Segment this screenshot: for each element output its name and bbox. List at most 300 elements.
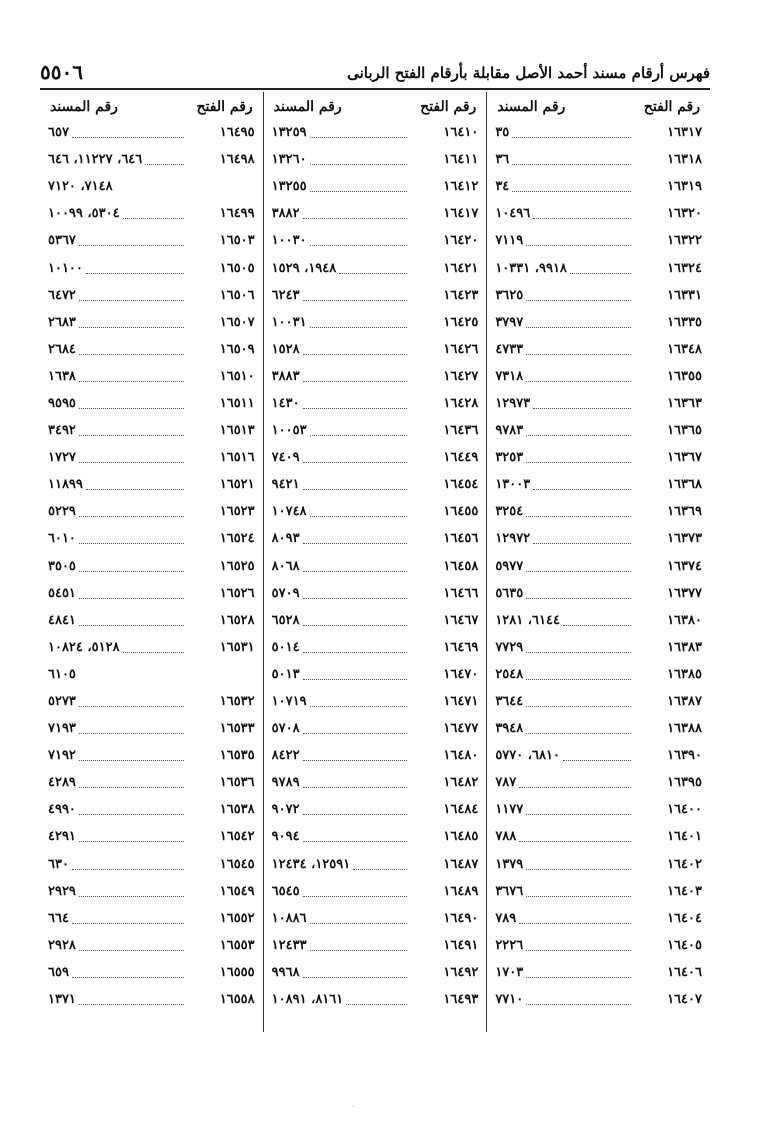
index-row — [40, 796, 263, 823]
musnad-number: ١٦٤١٧ — [443, 206, 479, 222]
index-row — [264, 959, 487, 986]
fath-number: ٣٦ — [495, 152, 510, 168]
musnad-number: ١٦٣٤٨ — [667, 341, 702, 357]
index-row — [264, 227, 487, 254]
fath-number: ١٣٧٩ — [495, 856, 524, 872]
fath-number: ٩٩٦٨ — [271, 964, 300, 980]
leader-dots — [123, 208, 184, 219]
musnad-number: ١٦٤٢٧ — [443, 368, 479, 384]
musnad-number: ١٦٣٣١ — [667, 287, 702, 303]
leader-dots — [526, 506, 631, 517]
index-row — [487, 986, 710, 1013]
index-row — [40, 363, 263, 390]
leader-dots — [310, 506, 408, 517]
fath-number: ٥٠١٤ — [271, 639, 300, 655]
musnad-number: ١٦٤٨٩ — [443, 883, 479, 899]
fath-number: ٧١٩٢ — [47, 748, 76, 764]
fath-number: ٩٤٢١ — [271, 477, 300, 493]
index-row — [40, 851, 263, 878]
fath-number: ٩٠٩٤ — [271, 829, 300, 845]
leader-dots — [79, 235, 184, 246]
leader-dots — [526, 804, 631, 815]
index-row — [487, 769, 710, 796]
musnad-number: ١٦٣٨٣ — [667, 639, 702, 655]
musnad-number: ١٦٥٣٣ — [219, 721, 255, 737]
index-row — [264, 823, 487, 850]
fath-number: ١٣٧١ — [47, 992, 76, 1008]
fath-number: ٣٥ — [495, 125, 510, 141]
fath-number: ٤٧٣٣ — [495, 341, 524, 357]
column-3 — [40, 92, 264, 1032]
musnad-number: ١٦٤٢٦ — [443, 341, 479, 357]
fath-number: ٩٩١٨، ١٠٣٣١ — [495, 260, 567, 276]
musnad-number: ١٦٣٨٨ — [667, 721, 702, 737]
fath-number: ٣٤ — [495, 179, 510, 195]
fath-number: ٦٣٠ — [47, 856, 69, 872]
musnad-number: ١٦٣٦٥ — [667, 423, 702, 439]
leader-dots — [526, 723, 631, 734]
fath-number: ٣٩٤٨ — [495, 721, 524, 737]
index-row — [40, 986, 263, 1013]
musnad-number: ١٦٥١١ — [219, 395, 255, 411]
leader-dots — [353, 859, 407, 870]
fath-number: ٥٠١٣ — [271, 666, 300, 682]
index-row — [40, 444, 263, 471]
index-row — [264, 282, 487, 309]
musnad-number: ١٦٤٦٩ — [443, 639, 479, 655]
musnad-number: ١٦٤٨٥ — [443, 829, 479, 845]
fath-number: ٢٩٢٨ — [47, 937, 76, 953]
leader-dots — [79, 723, 184, 734]
fath-number: ٣٨٨٢ — [271, 206, 300, 222]
musnad-number: ١٦٣٢٠ — [667, 206, 702, 222]
musnad-number: ١٦٤٦٦ — [443, 585, 479, 601]
musnad-number: ١٦٤٩٢ — [443, 964, 479, 980]
leader-dots — [303, 344, 408, 355]
musnad-number: ١٦٤٠٢ — [667, 856, 702, 872]
index-row — [264, 309, 487, 336]
index-row — [40, 959, 263, 986]
musnad-number: ١٦٤٨٢ — [443, 775, 479, 791]
index-row — [40, 146, 263, 173]
leader-dots — [79, 994, 184, 1005]
fath-number: ٧٨٧ — [495, 775, 517, 791]
index-row — [264, 905, 487, 932]
index-row — [487, 634, 710, 661]
fath-number: ٣٧٩٧ — [495, 314, 524, 330]
index-row — [264, 769, 487, 796]
index-row — [264, 390, 487, 417]
musnad-number: ١٦٤٩١ — [443, 937, 479, 953]
index-row — [487, 173, 710, 200]
musnad-number: ١٦٤٢٣ — [443, 287, 479, 303]
musnad-number: ١٦٣٥٥ — [667, 368, 702, 384]
index-row — [40, 309, 263, 336]
index-row — [264, 634, 487, 661]
musnad-number: ١٦٥٤٢ — [219, 829, 255, 845]
column-header — [487, 92, 710, 122]
index-row — [264, 878, 487, 905]
leader-dots — [79, 506, 184, 517]
leader-dots — [526, 994, 631, 1005]
musnad-number: ١٦٤١٢ — [443, 179, 479, 195]
musnad-number: ١٦٣١٨ — [667, 152, 702, 168]
header-musnad: رقم المسند — [273, 99, 342, 115]
fath-number: ٣٦٧٦ — [495, 883, 524, 899]
musnad-number: ١٦٣٩٥ — [667, 775, 702, 791]
musnad-number: ١٦٤٩٨ — [219, 152, 255, 168]
index-row — [40, 498, 263, 525]
fath-number: ١٣٢٥٩ — [271, 125, 307, 141]
header-musnad: رقم المسند — [49, 99, 118, 115]
fath-number: ٧١٩٣ — [47, 721, 76, 737]
musnad-number: ١٦٥٠٦ — [219, 287, 255, 303]
leader-dots — [526, 886, 631, 897]
leader-dots — [526, 940, 631, 951]
fath-number: ١٠١٠٠ — [47, 260, 83, 276]
index-row — [264, 173, 487, 200]
fath-number: ٦٤٦، ١١٢٢٧، ٦٤٦ — [47, 152, 143, 168]
fath-number: ١٥٢٨ — [271, 341, 300, 357]
running-title: فهرس أرقام مسند أحمد الأصل مقابلة بأرقام الفتح الربانى — [347, 64, 710, 82]
leader-dots — [512, 181, 631, 192]
leader-dots — [79, 886, 184, 897]
column-rows — [264, 119, 487, 1013]
column-header — [264, 92, 487, 122]
index-row — [487, 200, 710, 227]
musnad-number: ١٦٤٣٦ — [443, 423, 479, 439]
leader-dots — [303, 452, 408, 463]
index-row — [264, 444, 487, 471]
fath-number: ١٠٠٣٠ — [271, 233, 307, 249]
index-row — [487, 688, 710, 715]
index-row — [264, 688, 487, 715]
leader-dots — [310, 127, 408, 138]
fath-number: ٢٩٢٩ — [47, 883, 76, 899]
leader-dots — [512, 154, 631, 165]
index-row — [264, 498, 487, 525]
leader-dots — [303, 290, 408, 301]
leader-dots — [519, 913, 631, 924]
leader-dots — [79, 317, 184, 328]
leader-dots — [519, 831, 631, 842]
fath-number: ٥٢٢٩ — [47, 504, 76, 520]
fath-number: ٩٠٧٢ — [271, 802, 300, 818]
leader-dots — [86, 479, 184, 490]
musnad-number: ١٦٤٨٤ — [443, 802, 479, 818]
index-row — [487, 715, 710, 742]
index-row — [40, 715, 263, 742]
index-row — [40, 553, 263, 580]
leader-dots — [123, 642, 184, 653]
fath-number: ١٠٧١٩ — [271, 694, 307, 710]
musnad-number: ١٦٤٨٠ — [443, 748, 479, 764]
leader-dots — [303, 615, 408, 626]
index-row — [264, 119, 487, 146]
index-row — [487, 796, 710, 823]
index-row — [40, 742, 263, 769]
fath-number: ١٠٧٤٨ — [271, 504, 307, 520]
index-columns — [40, 92, 710, 1032]
musnad-number: ١٦٣٨٧ — [667, 694, 702, 710]
musnad-number: ١٦٣١٩ — [667, 179, 702, 195]
musnad-number: ١٦٤٧٧ — [443, 721, 479, 737]
musnad-number: ١٦٥٠٧ — [219, 314, 255, 330]
index-row — [264, 525, 487, 552]
index-row — [264, 986, 487, 1013]
leader-dots — [526, 235, 631, 246]
index-row — [487, 878, 710, 905]
index-row — [487, 525, 710, 552]
index-row — [264, 254, 487, 281]
musnad-number: ١٦٣٦٣ — [667, 395, 702, 411]
leader-dots — [79, 425, 184, 436]
leader-dots — [310, 696, 408, 707]
musnad-number: ١٦٤٢١ — [443, 260, 479, 276]
fath-number: ٢٢٢٦ — [495, 937, 524, 953]
musnad-number: ١٦٤٠٧ — [667, 992, 702, 1008]
fath-number: ١٢٤٣٣ — [271, 937, 307, 953]
fath-number: ٨٠٦٨ — [271, 558, 300, 574]
fath-number: ٦٠١٠ — [47, 531, 76, 547]
fath-number: ٦٥٧ — [47, 125, 69, 141]
fath-number: ٥٧٠٨ — [271, 721, 300, 737]
leader-dots — [79, 615, 184, 626]
leader-dots — [526, 561, 631, 572]
leader-dots — [563, 750, 631, 761]
musnad-number: ١٦٤٢٥ — [443, 314, 479, 330]
fath-number: ٧١٤٨، ٧١٢٠ — [47, 179, 113, 195]
leader-dots — [79, 398, 184, 409]
index-row — [264, 146, 487, 173]
leader-dots — [310, 425, 408, 436]
leader-dots — [79, 344, 184, 355]
musnad-number: ١٦٤٢٠ — [443, 233, 479, 249]
page-number: ٥٥٠٦ — [40, 60, 83, 84]
fath-number: ١٠٨٨٦ — [271, 910, 307, 926]
fath-number: ٥٣٦٧ — [47, 233, 76, 249]
fath-number: ١١٨٩٩ — [47, 477, 83, 493]
index-row — [487, 905, 710, 932]
leader-dots — [79, 561, 184, 572]
fath-number: ١٩٤٨، ١٥٢٩ — [271, 260, 337, 276]
fath-number: ٩٧٨٣ — [495, 423, 524, 439]
index-row — [40, 580, 263, 607]
musnad-number: ١٦٥١٦ — [219, 450, 255, 466]
fath-number: ٧٣١٨ — [495, 368, 524, 384]
musnad-number: ١٦٤٥٦ — [443, 531, 479, 547]
leader-dots — [303, 750, 408, 761]
leader-dots — [79, 588, 184, 599]
musnad-number: ١٦٤٥٤ — [443, 477, 479, 493]
leader-dots — [72, 859, 184, 870]
index-row — [40, 390, 263, 417]
fath-number: ١٢٥٩١، ١٢٤٣٤ — [271, 856, 351, 872]
fath-number: ٥١٢٨، ١٠٨٢٤ — [47, 639, 120, 655]
musnad-number: ١٦٤٩٠ — [443, 910, 479, 926]
leader-dots — [570, 263, 631, 274]
index-row — [487, 932, 710, 959]
index-row — [264, 200, 487, 227]
fath-number: ٧٨٨ — [495, 829, 517, 845]
index-row — [487, 661, 710, 688]
leader-dots — [526, 452, 631, 463]
musnad-number: ١٦٤٩٥ — [219, 125, 255, 141]
fath-number: ٣٢٥٤ — [495, 504, 524, 520]
column-header — [40, 92, 263, 122]
leader-dots — [79, 804, 184, 815]
index-row — [40, 471, 263, 498]
leader-dots — [303, 398, 408, 409]
musnad-number: ١٦٥٣١ — [219, 639, 255, 655]
fath-number: ٦٦٤ — [47, 910, 69, 926]
musnad-number: ١٦٤٠٣ — [667, 883, 702, 899]
musnad-number: ١٦٥٣٨ — [219, 802, 255, 818]
index-row — [487, 336, 710, 363]
column-1 — [487, 92, 710, 1032]
index-row — [40, 336, 263, 363]
index-row — [264, 796, 487, 823]
musnad-number: ١٦٥٤٩ — [219, 883, 255, 899]
index-row — [487, 444, 710, 471]
fath-number: ٦٥٤٥ — [271, 883, 300, 899]
leader-dots — [526, 696, 631, 707]
fath-number: ١٣٢٦٠ — [271, 152, 307, 168]
index-row — [264, 715, 487, 742]
fath-number: ٦٥٩ — [47, 964, 69, 980]
fath-number: ٧٧١٠ — [495, 992, 524, 1008]
leader-dots — [79, 750, 184, 761]
index-row — [487, 119, 710, 146]
index-row — [264, 471, 487, 498]
leader-dots — [303, 533, 408, 544]
index-row — [40, 634, 263, 661]
index-row — [487, 498, 710, 525]
musnad-number: ١٦٥٠٥ — [219, 260, 255, 276]
leader-dots — [79, 290, 184, 301]
index-row — [40, 823, 263, 850]
leader-dots — [72, 913, 184, 924]
fath-number: ٤٢٨٩ — [47, 775, 76, 791]
fath-number: ٤٨٤١ — [47, 612, 76, 628]
musnad-number: ١٦٤٧٠ — [443, 666, 479, 682]
leader-dots — [526, 371, 631, 382]
musnad-number: ١٦٤٨٧ — [443, 856, 479, 872]
index-row — [487, 390, 710, 417]
musnad-number: ١٦٣٦٨ — [667, 477, 702, 493]
leader-dots — [303, 588, 408, 599]
leader-dots — [303, 967, 408, 978]
leader-dots — [512, 127, 631, 138]
scan-speck: · — [352, 1102, 355, 1111]
fath-number: ٥٢٧٣ — [47, 694, 76, 710]
musnad-number: ١٦٣٧٣ — [667, 531, 702, 547]
index-row — [40, 769, 263, 796]
leader-dots — [303, 642, 408, 653]
index-row — [487, 363, 710, 390]
musnad-number: ١٦٥٣٥ — [219, 748, 255, 764]
leader-dots — [310, 154, 408, 165]
index-row — [487, 309, 710, 336]
index-row — [264, 553, 487, 580]
leader-dots — [303, 723, 408, 734]
index-row — [264, 607, 487, 634]
leader-dots — [310, 913, 408, 924]
index-row — [487, 254, 710, 281]
musnad-number: ١٦٣٦٩ — [667, 504, 702, 520]
fath-number: ١٢٩٧٣ — [495, 395, 531, 411]
index-row — [40, 688, 263, 715]
musnad-number: ١٦٥١٣ — [219, 423, 255, 439]
fath-number: ٤٩٩٠ — [47, 802, 76, 818]
leader-dots — [79, 777, 184, 788]
index-row — [487, 742, 710, 769]
leader-dots — [145, 154, 183, 165]
index-row — [487, 282, 710, 309]
fath-number: ٤٢٩١ — [47, 829, 76, 845]
musnad-number: ١٦٥٣٢ — [219, 694, 255, 710]
leader-dots — [526, 425, 631, 436]
musnad-number: ١٦٤١١ — [443, 152, 479, 168]
column-rows — [40, 119, 263, 1013]
index-row — [264, 661, 487, 688]
index-row — [487, 580, 710, 607]
fath-number: ٦١٤٤، ١٢٨١ — [495, 612, 560, 628]
musnad-number: ١٦٤٩٩ — [219, 206, 255, 222]
musnad-number: ١٦٣٨٥ — [667, 666, 702, 682]
index-row — [264, 932, 487, 959]
musnad-number: ١٦٤٦٧ — [443, 612, 479, 628]
fath-number: ٥٩٧٧ — [495, 558, 524, 574]
index-row — [487, 553, 710, 580]
fath-number: ٣٦٢٥ — [495, 287, 524, 303]
musnad-number: ١٦٣٩٠ — [667, 748, 702, 764]
musnad-number: ١٦٣٦٧ — [667, 450, 702, 466]
fath-number: ١٤٣٠ — [271, 395, 300, 411]
leader-dots — [563, 615, 631, 626]
leader-dots — [303, 804, 408, 815]
fath-number: ٧٤٠٩ — [271, 450, 300, 466]
index-row — [40, 607, 263, 634]
musnad-number: ١٦٣٧٤ — [667, 558, 702, 574]
index-row — [264, 363, 487, 390]
leader-dots — [303, 831, 408, 842]
index-row — [264, 580, 487, 607]
musnad-number: ١٦٥٢٥ — [219, 558, 255, 574]
fath-number: ١٣٢٥٥ — [271, 179, 307, 195]
header-fath: رقم الفتح — [196, 99, 253, 115]
index-row — [487, 607, 710, 634]
leader-dots — [533, 208, 631, 219]
leader-dots — [519, 777, 631, 788]
fath-number: ١٣٠٠٣ — [495, 477, 531, 493]
leader-dots — [79, 940, 184, 951]
musnad-number: ١٦٤٧١ — [443, 694, 479, 710]
musnad-number: ١٦٣٣٥ — [667, 314, 702, 330]
leader-dots — [303, 371, 408, 382]
leader-dots — [526, 344, 631, 355]
index-row — [40, 878, 263, 905]
leader-dots — [79, 371, 184, 382]
leader-dots — [526, 967, 631, 978]
musnad-number: ١٦٥٣٦ — [219, 775, 255, 791]
musnad-number: ١٦٥٢١ — [219, 477, 255, 493]
fath-number: ٥٤٥١ — [47, 585, 76, 601]
header-fath: رقم الفتح — [643, 99, 700, 115]
leader-dots — [303, 777, 408, 788]
fath-number: ٦٤٧٢ — [47, 287, 76, 303]
leader-dots — [310, 235, 408, 246]
